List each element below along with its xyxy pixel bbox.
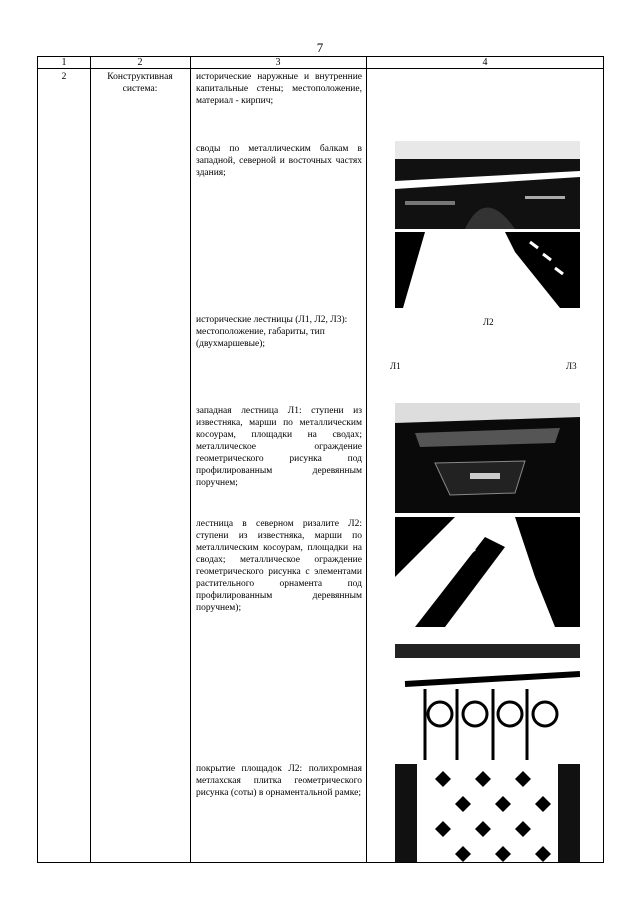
col-header-3: 3 (275, 57, 281, 68)
item-floor-tiles: покрытие площадок Л2: полихромная метлахская плитка геометрического рисунка (соты) в орнаментальной рамке; (196, 764, 362, 798)
stair-l2-photo-1 (395, 517, 580, 627)
stair-l2-photo-2 (395, 644, 580, 760)
item-stair-l1: западная лестница Л1: ступени из известняка, марши по металлическим косоурам, площадки на сводах; металлическое ограждение геометрического рисунка под профилированным деревянным поручнем; (196, 406, 362, 488)
col-header-4: 4 (482, 57, 488, 68)
page-number: 7 (316, 40, 324, 55)
plan-label-l3: Л3 (566, 361, 577, 371)
heritage-table (37, 56, 604, 863)
item-vaults: своды по металлическим балкам в западной, северной и восточных частях здания; (196, 144, 362, 178)
vault-photo-1 (395, 141, 580, 229)
plan-label-l1: Л1 (390, 361, 401, 371)
vault-photo-2 (395, 232, 580, 308)
row-number: 2 (61, 72, 67, 82)
plan-label-l2: Л2 (483, 317, 494, 327)
item-stair-l2: лестница в северном ризалите Л2: ступени из известняка, марши по металлическим косоурам, площадки на сводах; металлическое ограждение геометрического рисунка с элементами растительного орнамента под профилированным деревянным поручнем); (196, 519, 362, 613)
floor-tile-photo (395, 764, 580, 862)
row-category: Конструктивная система: (107, 72, 173, 94)
col-header-2: 2 (137, 57, 143, 68)
col-header-1: 1 (61, 57, 67, 68)
item-stairs: исторические лестницы (Л1, Л2, Л3): местоположение, габариты, тип (двухмаршевые); (196, 315, 348, 349)
item-walls: исторические наружные и внутренние капитальные стены; местоположение, материал - кирпич; (196, 72, 362, 106)
stair-l1-photo (395, 403, 580, 513)
